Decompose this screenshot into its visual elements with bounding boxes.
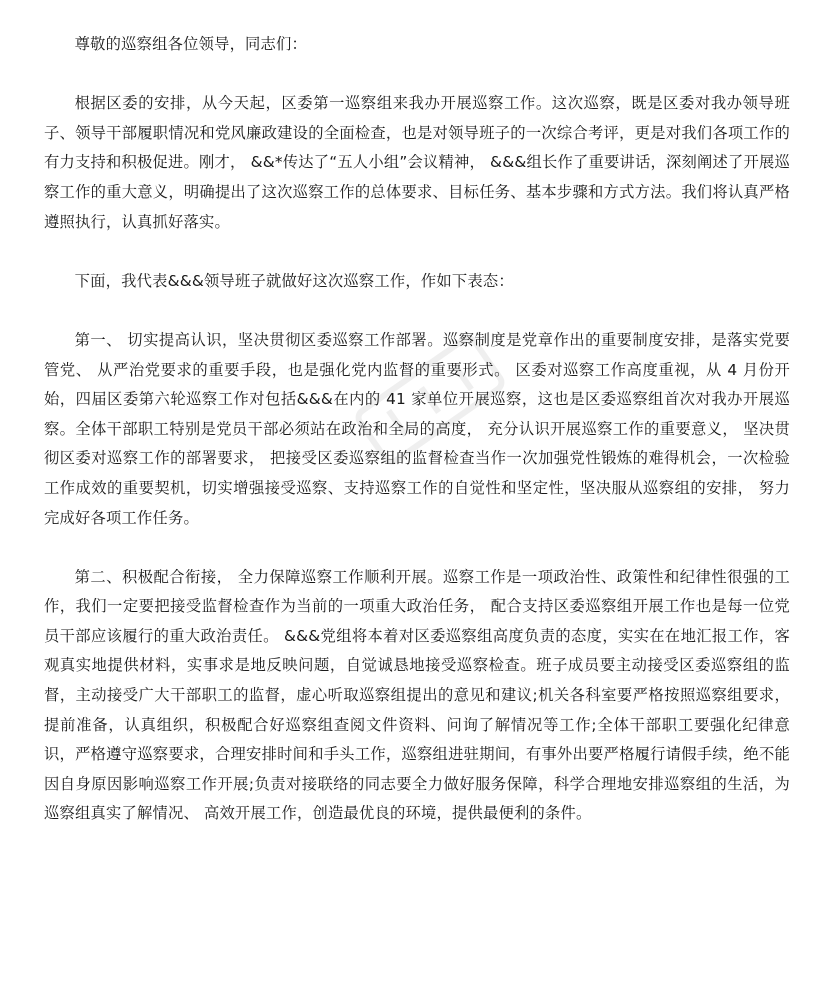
paragraph-gap <box>44 60 790 90</box>
document-page <box>44 30 790 829</box>
paragraph-intro: 根据区委的安排，从今天起，区委第一巡察组来我办开展巡察工作。这次巡察，既是区委对我办领导班子、领导干部履职情况和党风廉政建设的全面检查，也是对领导班子的一次综合考评，更是对我们各项工作的有力支持和积极促进。刚才， &&*传达了“五人小组”会议精神， &&&组长作了重要讲话，深刻阐述了开展巡察工作的重大意义，明确提出了这次巡察工作的总体要求、目标任务、基本步骤和方式方法。我们将认真严格遵照执行，认真抓好落实。 <box>44 94 790 231</box>
paragraph-point-two: 第二、积极配合衔接， 全力保障巡察工作顺利开展。巡察工作是一项政治性、政策性和纪律性很强的工作，我们一定要把接受监督检查作为当前的一项重大政治任务， 配合支持区委巡察组开展工作也是每一位党员干部应该履行的重大政治责任。 &&&党组将本着对区委巡察组高度负责的态度，实实在在地汇报工作，客观真实地提供材料，实事求是地反映问题，自觉诚恳地接受巡察检查。班子成员要主动接受区委巡察组的监督，主动接受广大干部职工的监督，虚心听取巡察组提出的意见和建议;机关各科室要严格按照巡察组要求，提前准备，认真组织，积极配合好巡察组查阅文件资料、问询了解情况等工作;全体干部职工要强化纪律意识，严格遵守巡察要求，合理安排时间和手头工作，巡察组进驻期间，有事外出要严格履行请假手续，绝不能因自身原因影响巡察工作开展;负责对接联络的同志要全力做好服务保障，科学合理地安排巡察组的生活，为巡察组真实了解情况、 高效开展工作，创造最优良的环境，提供最便利的条件。 <box>44 567 790 823</box>
paragraph-gap <box>44 533 790 563</box>
paragraph-gap <box>44 296 790 326</box>
paragraph-gap <box>44 237 790 267</box>
paragraph-point-one: 第一、 切实提高认识，坚决贯彻区委巡察工作部署。巡察制度是党章作出的重要制度安排，是落实党要管党、 从严治党要求的重要手段，也是强化党内监督的重要形式。 区委对巡察工作高度重视，从 4 月份开始，四届区委第六轮巡察工作对包括&&&在内的 41 家单位开展巡察，这也是区委巡察组首次对我办开展巡察。全体干部职工特别是党员干部必须站在政治和全局的高度， 充分认识开展巡察工作的重要意义， 坚决贯彻区委对巡察工作的部署要求， 把接受区委巡察组的监督检查当作一次加强党性锻炼的难得机会，一次检验工作成效的重要契机，切实增强接受巡察、支持巡察工作的自觉性和坚定性，坚决服从巡察组的安排， 努力完成好各项工作任务。 <box>44 330 790 527</box>
salutation: 尊敬的巡察组各位领导，同志们： <box>74 35 308 53</box>
paragraph-statement-lead: 下面，我代表&&&领导班子就做好这次巡察工作，作如下表态： <box>74 271 514 290</box>
